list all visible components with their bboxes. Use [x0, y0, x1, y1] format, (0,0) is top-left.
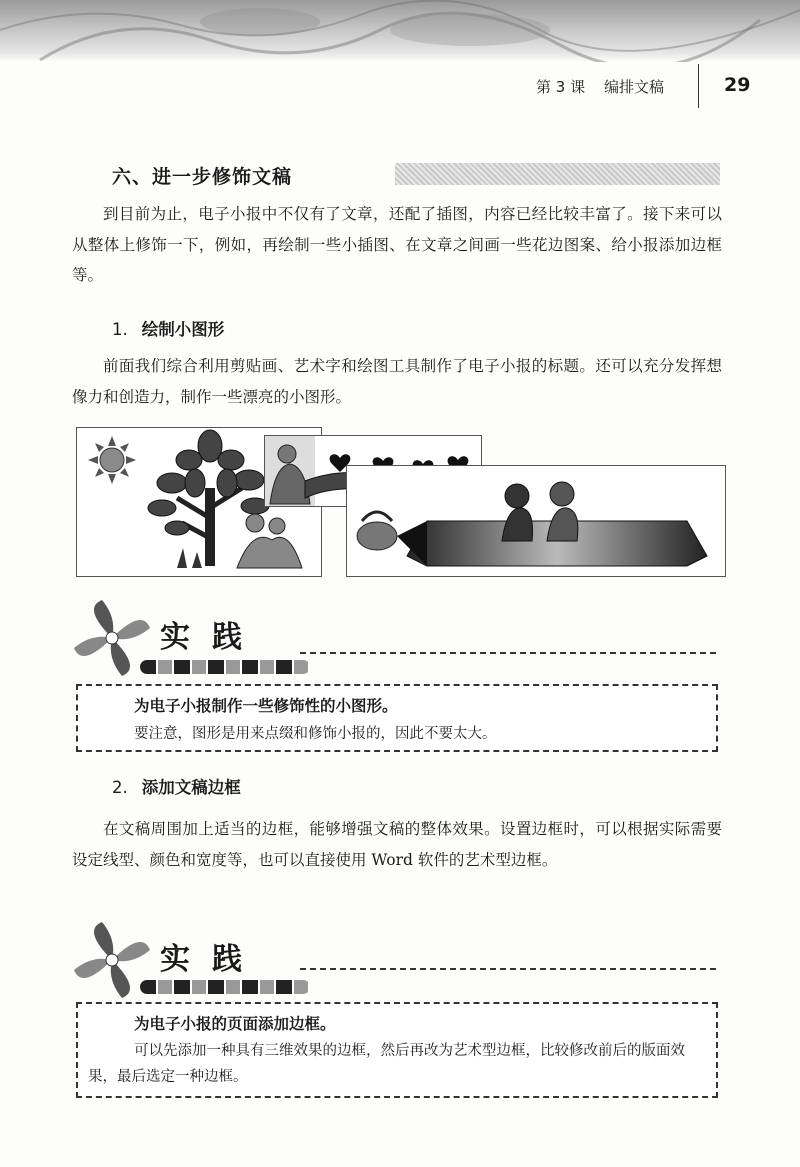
section-title: 六、进一步修饰文稿	[112, 166, 293, 188]
subsection-1-number: 1.	[112, 320, 128, 339]
subsection-1-text: 前面我们综合利用剪贴画、艺术字和绘图工具制作了电子小报的标题。还可以充分发挥想像力和创造力，制作一些漂亮的小图形。	[72, 357, 722, 406]
practice-2-heading: 实践	[160, 942, 264, 977]
practice-1-ornament	[140, 660, 310, 674]
page-number: 29	[724, 74, 751, 96]
practice-1-title: 为电子小报制作一些修饰性的小图形。	[134, 697, 398, 715]
practice-1-heading: 实践	[160, 620, 264, 655]
section-intro: 到目前为止，电子小报中不仅有了文章，还配了插图，内容已经比较丰富了。接下来可以从整体上修饰一下，例如，再绘制一些小插图、在文章之间画一些花边图案、给小报添加边框等。	[72, 205, 722, 284]
practice-1-top-line	[300, 652, 716, 654]
lesson-title: 编排文稿	[604, 78, 665, 96]
illustration-ribbon-frame	[346, 465, 726, 577]
subsection-2-heading	[112, 774, 241, 798]
illustration-group	[76, 427, 724, 575]
ribbon-clipart	[347, 466, 725, 576]
practice-2-note: 可以先添加一种具有三维效果的边框，然后再改为艺术型边框，比较修改前后的版面效果，最后选定一种边框。	[88, 1043, 685, 1085]
subsection-2-text: 在文稿周围加上适当的边框，能够增强文稿的整体效果。设置边框时，可以根据实际需要设定线型、颜色和宽度等，也可以直接使用 Word 软件的艺术型边框。	[72, 820, 722, 869]
practice-2-ornament	[140, 980, 310, 994]
header-band	[0, 0, 800, 62]
practice-2-box	[76, 1002, 718, 1098]
subsection-1-title: 绘制小图形	[141, 320, 225, 339]
header-pattern	[0, 0, 800, 62]
lesson-label: 第 3 课	[536, 78, 586, 96]
section-title-bar	[395, 163, 720, 185]
subsection-2-number: 2.	[112, 778, 128, 797]
basket-icon	[357, 512, 397, 550]
practice-2-title: 为电子小报的页面添加边框。	[134, 1015, 336, 1033]
subsection-2-title: 添加文稿边框	[141, 778, 241, 797]
practice-1-note: 要注意，图形是用来点缀和修饰小报的，因此不要太大。	[134, 726, 497, 742]
sun-icon	[88, 436, 136, 484]
subsection-1-heading	[112, 316, 224, 340]
practice-1-box	[76, 684, 718, 752]
practice-2-top-line	[300, 968, 716, 970]
header-divider	[698, 64, 699, 108]
